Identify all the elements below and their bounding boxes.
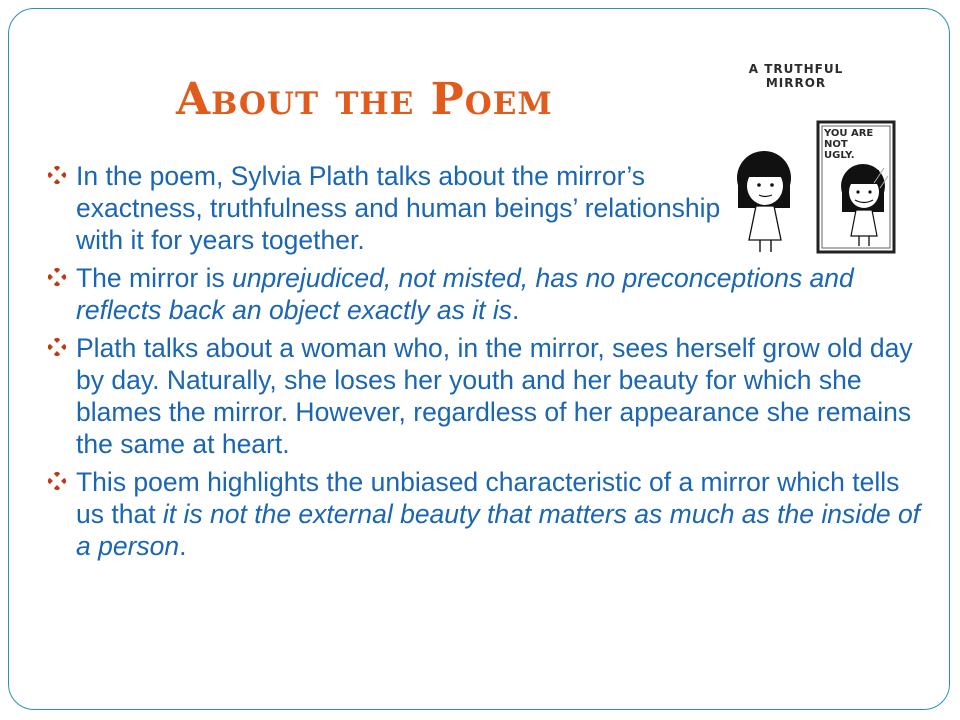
bullet-item [48, 160, 726, 256]
illustration-caption: A TRUTHFUL MIRROR [748, 62, 844, 90]
diamond-star-icon [48, 166, 66, 184]
bullet-list [48, 160, 928, 568]
bullet-item [48, 332, 928, 460]
bullet-item [48, 466, 928, 562]
bullet-text-italic: unprejudiced, not misted, has no preconceptions and reflects back an object exactly as it is [76, 263, 854, 325]
bullet-text: This poem highlights the unbiased characteristic of a mirror which tells us that [76, 467, 900, 529]
diamond-star-icon [48, 268, 66, 286]
bullet-text: . [179, 531, 187, 561]
mirror-reflection-text: YOU ARE NOT UGLY. [824, 128, 874, 161]
diamond-star-icon [48, 472, 66, 490]
bullet-text: The mirror is [76, 263, 233, 293]
bullet-text: In the poem, Sylvia Plath talks about the mirror’s exactness, truthfulness and human beings’ relationship with it for years together. [76, 161, 721, 255]
bullet-item [48, 262, 928, 326]
slide-title: About the Poem [176, 74, 553, 125]
diamond-star-icon [48, 338, 66, 356]
bullet-text-italic: it is not the external beauty that matters as much as the inside of a person [76, 499, 921, 561]
bullet-text: Plath talks about a woman who, in the mirror, sees herself grow old day by day. Naturally, she loses her youth and her beauty for which she blames the mirror. However, regardless of her appearance she remains the same at heart. [76, 333, 913, 459]
bullet-text: . [511, 295, 520, 325]
